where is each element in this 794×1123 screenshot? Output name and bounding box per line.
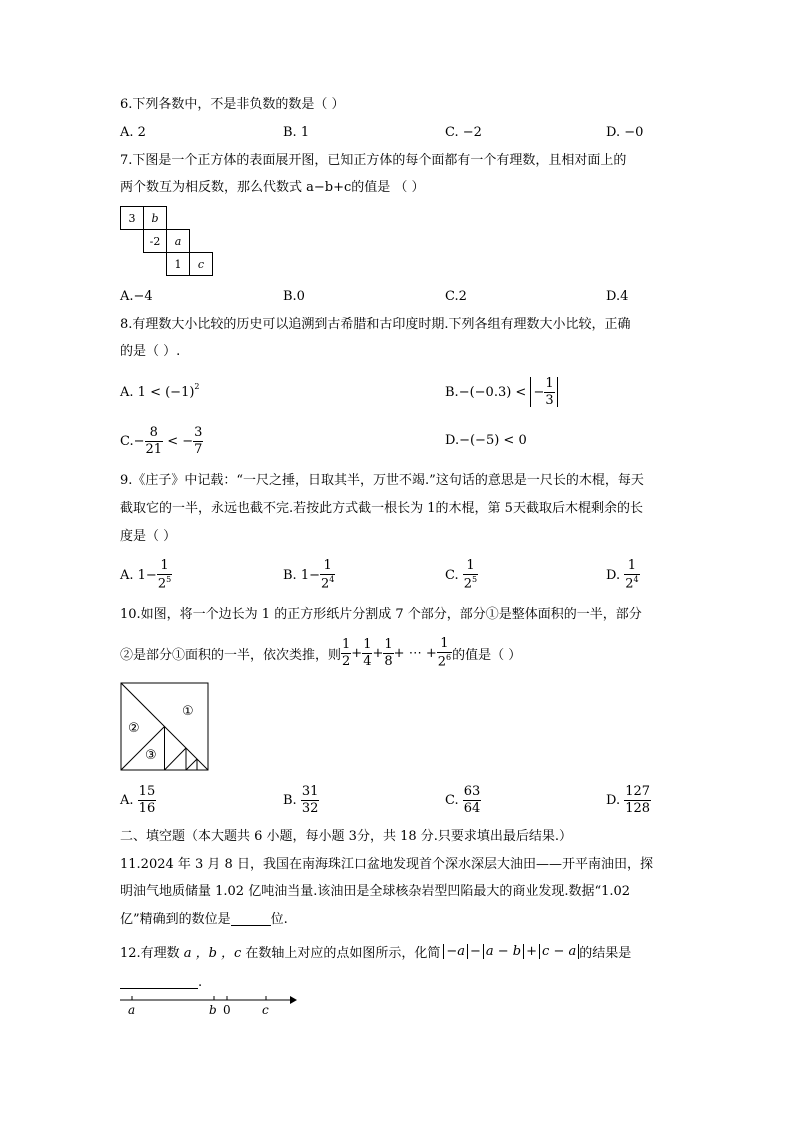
- q9-c-den-base: 2: [463, 576, 473, 592]
- q10-d-den: 128: [625, 800, 651, 816]
- q8-b-abs-sign: −: [533, 384, 545, 400]
- q9-option-b: [283, 555, 335, 595]
- q6-option-b: B. 1: [283, 125, 310, 140]
- q8-c-mid: < −: [167, 433, 194, 449]
- q6-option-d: D. −0: [606, 125, 644, 140]
- q9-a-prefix: A. 1−: [120, 567, 157, 583]
- q8-option-b: [445, 372, 558, 412]
- q10-c-num: 63: [463, 783, 481, 799]
- section2-heading: 二、填空题（本大题共 6 小题，每小题 3分，共 18 分.只要求填出最后结果.）: [120, 829, 573, 844]
- q10-stem-line2: [120, 633, 521, 673]
- net-cell-3: 3: [120, 206, 144, 230]
- q8-c-num2: 3: [194, 424, 203, 440]
- number-line-figure: [118, 992, 300, 1018]
- q10-term4-den-base: 2: [437, 654, 447, 670]
- q8-c-den2: 7: [194, 441, 203, 457]
- q9-option-c: [445, 555, 478, 595]
- q9-c-prefix: C.: [445, 567, 459, 583]
- q8-a-expr: 1 < (−1): [137, 384, 195, 400]
- q11-answer-blank[interactable]: [231, 925, 271, 926]
- q7-option-a: A.−4: [120, 289, 153, 304]
- divider-line-5: [186, 759, 197, 770]
- q11-line3-suffix: 位.: [270, 912, 288, 927]
- net-cell-b: b: [143, 206, 167, 230]
- q8-a-prefix: A.: [120, 384, 134, 400]
- q8-b-num: 1: [545, 375, 554, 391]
- q11-line2: 明油气地质储量 1.02 亿吨油当量.该油田是全球核杂岩型凹陷最大的商业发现.数据“1.02: [120, 884, 631, 899]
- q9-a-num: 1: [160, 558, 169, 574]
- q9-b-num: 1: [323, 558, 332, 574]
- q11-line3-prefix: 亿”精确到的数位是: [120, 912, 231, 927]
- q7-option-d: D.4: [606, 289, 629, 304]
- q9-d-den-base: 2: [625, 576, 634, 592]
- q8-b-left: −(−0.3) <: [458, 384, 527, 400]
- q12-answer-line: [120, 976, 202, 989]
- q12-abs-c-minus-a: c − a: [539, 944, 579, 959]
- label-part-2: ②: [128, 721, 140, 736]
- q8-b-prefix: B.: [445, 384, 459, 400]
- q10-c-fraction: [463, 785, 482, 815]
- q8-b-fraction: [544, 377, 554, 407]
- q8-a-exp: 2: [194, 382, 200, 391]
- label-0: 0: [223, 1003, 231, 1017]
- q7-option-c: C.2: [445, 289, 467, 304]
- q10-b-fraction: [301, 785, 320, 815]
- q10-option-c: [445, 780, 481, 820]
- net-cell-1: 1: [166, 252, 190, 276]
- q8-stem-line2: 的是（ ）.: [120, 344, 181, 359]
- q11-line3: [120, 913, 288, 926]
- q8-c-num1: 8: [149, 424, 158, 440]
- q10-d-num: 127: [625, 783, 651, 799]
- q8-c-prefix: C.: [120, 433, 134, 449]
- q10-term3-num: 1: [384, 636, 393, 652]
- label-part-3: ③: [145, 748, 157, 763]
- q10-a-num: 15: [138, 783, 156, 799]
- q10-term4-den-exp: 6: [446, 652, 452, 662]
- q9-d-den-exp: 4: [633, 574, 639, 584]
- q8-option-c: [120, 422, 203, 460]
- q9-stem-line1: 9.《庄子》中记载：“一尺之捶，日取其半，万世不竭.”这句话的意思是一尺长的木棍，每天: [120, 473, 644, 488]
- number-line-arrow: [290, 996, 297, 1004]
- label-b: b: [209, 1003, 217, 1017]
- q9-d-fraction: [624, 559, 639, 591]
- q7-option-b: B.0: [283, 289, 305, 304]
- q10-term3-den: 8: [384, 653, 393, 669]
- q10-c-den: 64: [463, 800, 481, 816]
- q10-c-prefix: C.: [445, 792, 459, 808]
- label-a: a: [128, 1003, 136, 1017]
- q10-d-prefix: D.: [606, 792, 621, 808]
- q9-b-prefix: B. 1−: [283, 567, 320, 583]
- q10-plus-1: +: [351, 645, 363, 661]
- q12-answer-blank[interactable]: [120, 976, 198, 989]
- q12-vars: a ，b ，c: [183, 945, 242, 961]
- q9-b-den-base: 2: [320, 576, 330, 592]
- label-part-1: ①: [182, 704, 194, 719]
- cube-net-figure: [120, 206, 220, 278]
- q8-c-sign: −: [133, 433, 145, 449]
- q10-d-fraction: [624, 785, 651, 815]
- q12-minus: −: [469, 943, 481, 959]
- q9-a-fraction: [157, 559, 172, 591]
- q10-b-num: 31: [301, 783, 319, 799]
- q10-term1-num: 1: [342, 636, 351, 652]
- q9-stem-line2: 截取它的一半，永远也截不完.若按此方式截一根长为 1的木棍，第 5天截取后木棍剩余的长: [120, 501, 643, 516]
- q8-option-a: [120, 380, 200, 404]
- q7-stem-line1: 7.下图是一个正方体的表面展开图，已知正方体的每个面都有一个有理数，且相对面上的: [120, 153, 627, 168]
- q10-term4-num: 1: [440, 636, 449, 652]
- q10-option-d: [606, 780, 651, 820]
- q6-option-c: C. −2: [445, 125, 482, 140]
- q8-b-den: 3: [545, 392, 554, 408]
- q12-after-blank: .: [198, 975, 203, 990]
- q10-term1-den: 2: [342, 653, 351, 669]
- q9-option-a: [120, 555, 172, 595]
- q10-a-prefix: A.: [120, 792, 134, 808]
- net-cell-neg2: -2: [143, 229, 167, 253]
- net-cell-c: c: [189, 252, 213, 276]
- q9-c-fraction: [463, 559, 478, 591]
- q9-option-d: [606, 555, 640, 595]
- q10-term-1: [341, 638, 351, 668]
- q12-stem-mid: 在数轴上对应的点如图所示，化简: [245, 945, 441, 961]
- q8-option-d: D.−(−5) < 0: [445, 433, 527, 448]
- q8-c-fraction1: [145, 426, 164, 456]
- q12-plus: +: [526, 943, 538, 959]
- q8-c-fraction2: [193, 426, 203, 456]
- divider-line-3: [165, 748, 187, 770]
- q12-abs-neg-a: −a: [443, 944, 468, 959]
- q9-a-den-base: 2: [157, 576, 167, 592]
- q9-a-den-exp: 5: [166, 574, 172, 584]
- q10-dots: + ⋯ +: [393, 645, 437, 661]
- q10-stem-line1: 10.如图，将一个边长为 1 的正方形纸片分割成 7 个部分，部分①是整体面积的一半，部分: [120, 607, 642, 622]
- q9-d-num: 1: [627, 558, 637, 574]
- q8-stem-line1: 8.有理数大小比较的历史可以追溯到古希腊和古印度时期.下列各组有理数大小比较，正确: [120, 317, 631, 332]
- q10-b-prefix: B.: [283, 792, 297, 808]
- q9-c-num: 1: [466, 558, 475, 574]
- q10-a-fraction: [138, 785, 157, 815]
- net-cell-a: a: [166, 229, 190, 253]
- q9-stem-line3: 度是（ ）: [120, 529, 177, 544]
- q10-stem-line2-suffix: 的值是（ ）: [452, 647, 522, 663]
- q10-option-b: [283, 780, 319, 820]
- q12-stem: [120, 940, 631, 962]
- q10-term2-num: 1: [363, 636, 372, 652]
- q10-term-2: [362, 638, 372, 668]
- q10-option-a: [120, 780, 156, 820]
- q9-d-prefix: D.: [606, 567, 621, 583]
- q12-stem-prefix: 12.有理数: [120, 945, 180, 961]
- q12-stem-suffix: 的结果是: [579, 945, 632, 961]
- q8-c-den1: 21: [145, 441, 163, 457]
- q10-term-3: [383, 638, 393, 668]
- q9-b-fraction: [320, 559, 335, 591]
- q10-term2-den: 4: [363, 653, 372, 669]
- q10-term-last: [437, 637, 452, 669]
- square-division-figure: [120, 682, 210, 772]
- q12-abs-a-minus-b: a − b: [483, 944, 524, 959]
- label-c: c: [262, 1003, 269, 1017]
- q10-stem-line2-prefix: ②是部分①面积的一半，依次类推，则: [120, 647, 342, 663]
- q10-b-den: 32: [301, 800, 319, 816]
- q11-line1: 11.2024 年 3 月 8 日，我国在南海珠江口盆地发现首个深水深层大油田——开平南油田，探: [120, 857, 653, 872]
- q7-stem-line2: 两个数互为相反数，那么代数式 a−b+c的值是 （ ）: [120, 180, 425, 195]
- q8-b-abs: [530, 377, 557, 407]
- q6-stem: 6.下列各数中，不是非负数的数是（ ）: [120, 97, 345, 112]
- q10-plus-2: +: [372, 645, 384, 661]
- q6-option-a: A. 2: [120, 125, 146, 140]
- q9-b-den-exp: 4: [329, 574, 335, 584]
- q9-c-den-exp: 5: [472, 574, 478, 584]
- q10-a-den: 16: [138, 800, 156, 816]
